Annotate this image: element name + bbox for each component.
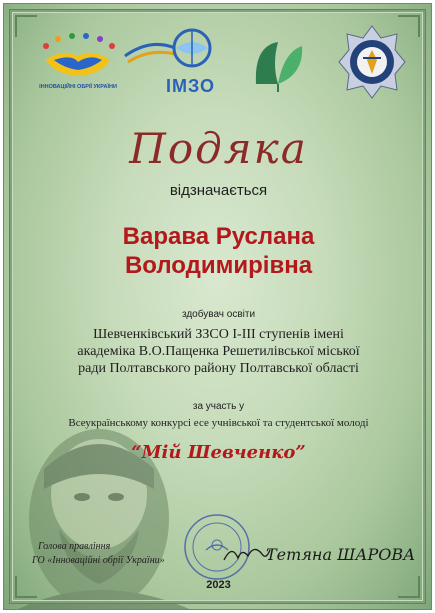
contest-name: Всеукраїнському конкурсі есе учнівської та студентської молоді xyxy=(68,417,369,429)
certificate-title: Подяка xyxy=(129,124,308,173)
school-line1: Шевченківський ЗЗСО І-ІІІ ступенів імені xyxy=(93,327,344,342)
logo1-caption: ІННОВАЦІЙНІ ОБРІЇ УКРАЇНИ xyxy=(39,84,117,90)
essay-title: “Мій Шевченко” xyxy=(131,442,306,463)
emblem-logo xyxy=(337,24,407,100)
certificate-frame xyxy=(3,3,432,610)
recipient-name xyxy=(4,222,432,280)
leaf-logo xyxy=(248,34,308,94)
signer-name: Тетяна ШАРОВА xyxy=(266,545,416,564)
recipient-name-line2: Володимирівна xyxy=(124,252,313,279)
role-label: здобувач освіти xyxy=(181,309,256,320)
innovative-horizons-logo xyxy=(32,30,124,92)
signature-role-line2: ГО «Інноваційні обрії України» xyxy=(32,555,165,566)
for-label: за участь у xyxy=(192,401,245,412)
logos-row xyxy=(32,18,412,98)
handwritten-signature xyxy=(222,540,272,566)
school-line2: академіка В.О.Пащенка Решетилівської міської xyxy=(77,344,360,359)
school-name xyxy=(4,326,432,377)
recipient-name-line1: Варава Руслана xyxy=(122,223,315,250)
school-line3: ради Полтавського району Полтавської області xyxy=(78,361,359,376)
certificate-subtitle: відзначається xyxy=(169,182,268,199)
certificate-year: 2023 xyxy=(206,579,231,591)
imzo-caption: ІМЗО xyxy=(166,76,216,96)
signature-role-line1: Голова правління xyxy=(38,541,111,552)
signature-role xyxy=(32,540,165,568)
